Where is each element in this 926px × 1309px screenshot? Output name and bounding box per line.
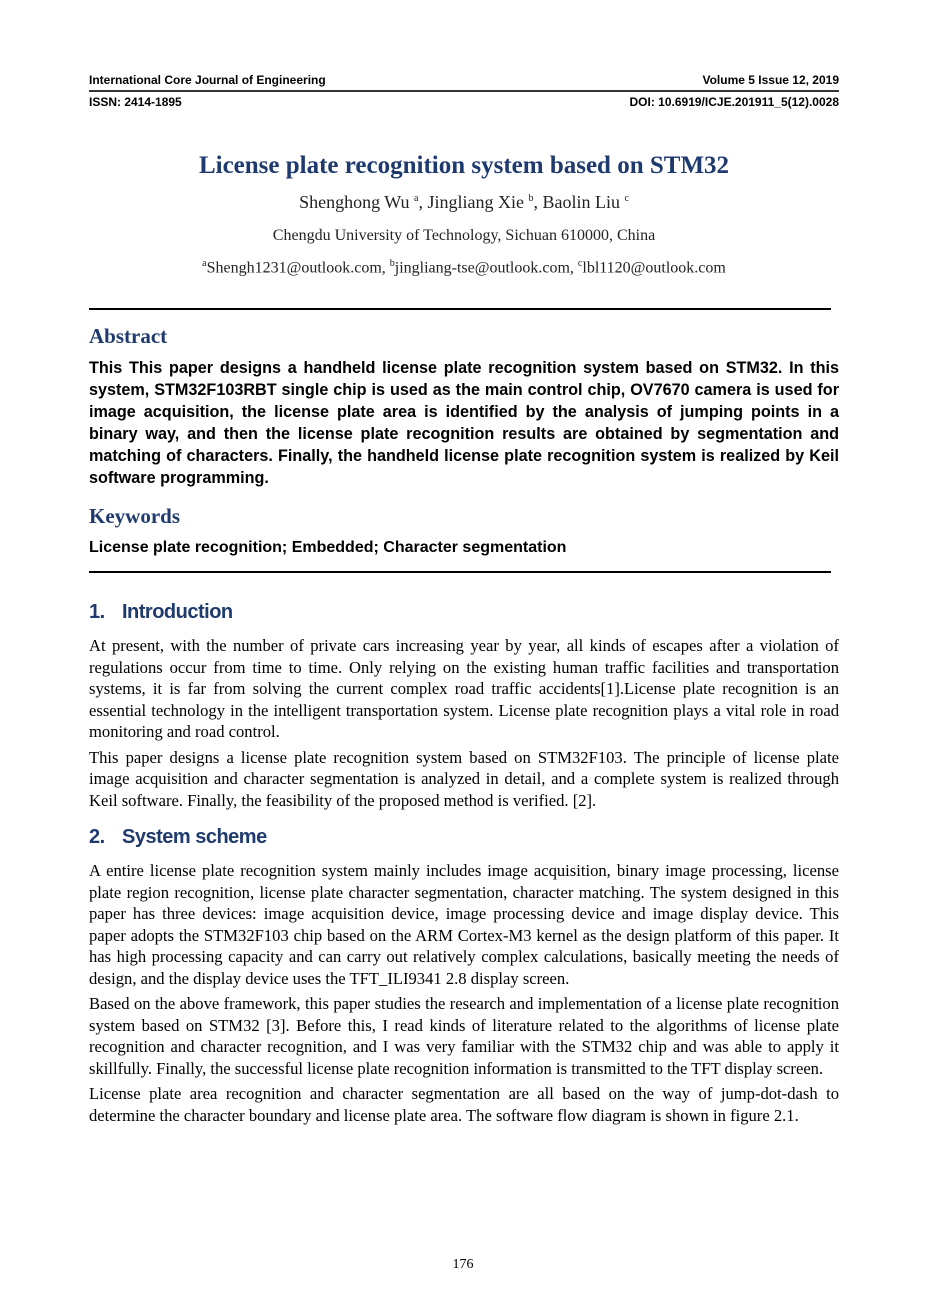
paragraph: This paper designs a license plate recognition system based on STM32F103. The principle of license plate image acquisition and character segmentation is analyzed in detail, and a complete system is realized through Keil software. Finally, the feasibility of the proposed method is verified. [2]. [89, 747, 839, 810]
email-sup: a [202, 258, 207, 269]
email[interactable]: jingliang-tse@outlook.com [394, 259, 570, 277]
paragraph: At present, with the number of private cars increasing year by year, all kinds of escapes after a violation of regulations occur from time to time. Only relying on the existing human traffic facilities and transportation systems, it is far from solving the current complex road traffic accidents[1].License plate recognition is an essential technology in the intelligent transportation system. License plate recognition plays a vital role in road monitoring and road control. [89, 636, 839, 741]
author: Baolin Liu [542, 192, 620, 212]
system-scheme-body [89, 860, 839, 1130]
keywords-heading: Keywords [89, 504, 180, 528]
emails: $^a$Shengh1231@outlook.com, $^b$jingliang-tse@outlook.com, $^c$lbl1120@outlook.com [202, 258, 726, 277]
introduction-body [89, 635, 839, 815]
author-sup: c [624, 193, 629, 204]
paragraph: A entire license plate recognition system mainly includes image acquisition, binary image processing, license plate region recognition, license plate character segmentation, character matching. The system designed in this paper has three devices: image acquisition device, image processing device and image display device. This paper adopts the STM32F103 chip based on the ARM Cortex-M3 kernel as the design platform of this paper. It has high processing capacity and can carry out relatively complex calculations, basically meeting the needs of design, and the display device uses the TFT_ILI9341 2.8 display screen. [89, 861, 839, 988]
section-heading-introduction [89, 601, 839, 624]
header-divider [89, 90, 839, 92]
page-number: 176 [452, 1257, 474, 1272]
email-sup: b [389, 258, 395, 269]
author-sup: a [414, 193, 419, 204]
doi: DOI: 10.6919/ICJE.201911_5(12).0028 [629, 95, 839, 109]
abstract-heading: Abstract [89, 324, 168, 348]
paragraph: Based on the above framework, this paper studies the research and implementation of a license plate recognition system based on STM32 [3]. Before this, I read kinds of literature related to the algorithms of license plate recognition and character recognition, and I was very familiar with the STM32 chip and was able to apply it skillfully. Finally, the successful license plate recognition information is transmitted to the TFT display screen. [89, 994, 839, 1078]
section-title: System scheme [122, 826, 267, 848]
divider [89, 308, 831, 310]
volume-issue: Volume 5 Issue 12, 2019 [702, 73, 839, 87]
section-number: 2. [89, 826, 105, 848]
section-number: 1. [89, 601, 105, 623]
running-header [89, 73, 839, 87]
journal-name: International Core Journal of Engineering [89, 73, 326, 87]
affiliation: Chengdu University of Technology, Sichuan 610000, China [272, 227, 656, 244]
authors: Shenghong Wu $^a$, Jingliang Xie $^b$, Baolin Liu $^c$ [299, 192, 629, 212]
running-subheader [89, 95, 839, 109]
email-sup: c [577, 258, 583, 269]
author: Jingliang Xie [427, 192, 524, 212]
email[interactable]: lbl1120@outlook.com [582, 259, 726, 277]
paragraph: License plate area recognition and character segmentation are all based on the way of jump-dot-dash to determine the character boundary and license plate area. The software flow diagram is shown in figure 2.1. [89, 1084, 839, 1125]
divider [89, 571, 831, 573]
issn: ISSN: 2414-1895 [89, 95, 182, 109]
section-heading-system-scheme [89, 826, 839, 849]
email[interactable]: Shengh1231@outlook.com [206, 259, 382, 277]
section-title: Introduction [122, 601, 233, 623]
keywords-text: License plate recognition; Embedded; Character segmentation [89, 539, 567, 556]
paper-title: License plate recognition system based on STM32 [198, 152, 730, 179]
author: Shenghong Wu [299, 192, 410, 212]
abstract-text: This This paper designs a handheld license plate recognition system based on STM32. In this system, STM32F103RBT single chip is used as the main control chip, OV7670 camera is used for image acquisition, the license plate area is identified by the analysis of jumping points in a binary way, and then the license plate recognition results are obtained by segmentation and matching of characters. Finally, the handheld license plate recognition system is realized by Keil software programming. [89, 359, 839, 487]
author-sup: b [528, 193, 534, 204]
